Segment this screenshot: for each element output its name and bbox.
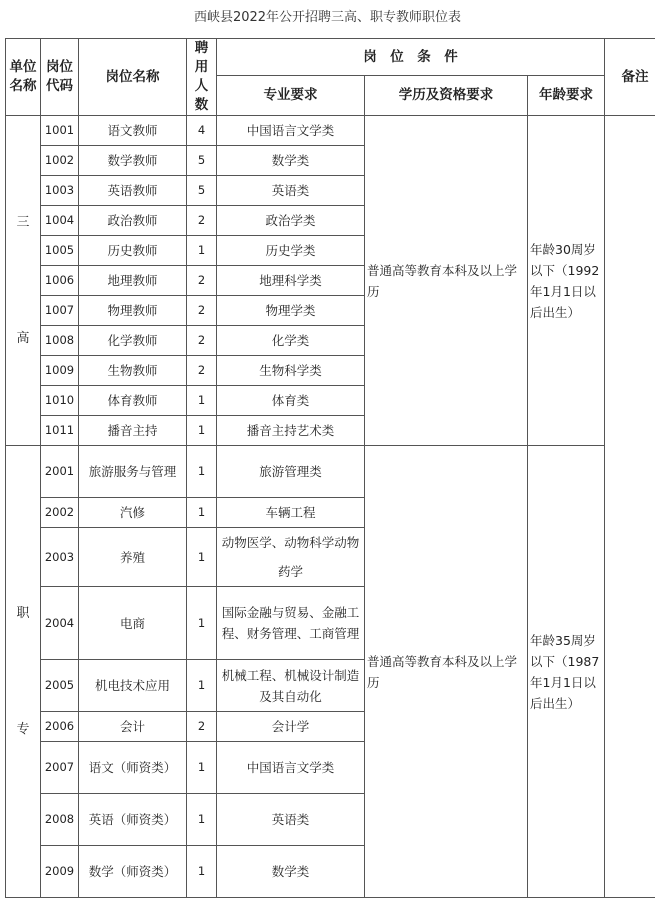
header-note: 备注 [605,39,655,116]
major-cell: 中国语言文学类 [217,116,365,146]
count-cell: 1 [187,794,217,846]
major-cell: 车辆工程 [217,498,365,528]
name-cell: 语文教师 [79,116,187,146]
count-cell: 2 [187,266,217,296]
unit-cell: 三 高 [6,116,41,446]
name-cell: 物理教师 [79,296,187,326]
code-cell: 2007 [41,742,79,794]
header-age: 年龄要求 [528,76,605,116]
major-cell: 国际金融与贸易、金融工程、财务管理、工商管理 [217,587,365,660]
major-cell: 机械工程、机械设计制造及其自动化 [217,660,365,712]
major-cell: 历史学类 [217,236,365,266]
code-cell: 1007 [41,296,79,326]
major-cell: 地理科学类 [217,266,365,296]
name-cell: 地理教师 [79,266,187,296]
code-cell: 2006 [41,712,79,742]
code-cell: 1010 [41,386,79,416]
count-cell: 5 [187,146,217,176]
code-cell: 1008 [41,326,79,356]
positions-table [5,38,655,898]
name-cell: 会计 [79,712,187,742]
name-cell: 机电技术应用 [79,660,187,712]
count-cell: 1 [187,446,217,498]
major-cell: 数学类 [217,846,365,898]
header-conditions: 岗 位 条 件 [217,39,605,76]
major-cell: 物理学类 [217,296,365,326]
count-cell: 4 [187,116,217,146]
count-cell: 2 [187,326,217,356]
table-title: 西峡县2022年公开招聘三高、职专教师职位表 [0,6,655,25]
unit-cell: 职 专 [6,446,41,898]
name-cell: 英语教师 [79,176,187,206]
code-cell: 2003 [41,528,79,587]
major-cell: 生物科学类 [217,356,365,386]
major-cell: 英语类 [217,176,365,206]
header-name: 岗位名称 [79,39,187,116]
major-cell: 政治学类 [217,206,365,236]
count-cell: 1 [187,846,217,898]
code-cell: 1004 [41,206,79,236]
edu-cell: 普通高等教育本科及以上学历 [365,116,528,446]
count-cell: 2 [187,356,217,386]
code-cell: 2004 [41,587,79,660]
count-cell: 5 [187,176,217,206]
note-cell [605,116,655,898]
name-cell: 播音主持 [79,416,187,446]
count-cell: 1 [187,742,217,794]
name-cell: 旅游服务与管理 [79,446,187,498]
code-cell: 2005 [41,660,79,712]
table-row [6,446,655,498]
name-cell: 电商 [79,587,187,660]
name-cell: 汽修 [79,498,187,528]
header-major: 专业要求 [217,76,365,116]
code-cell: 1011 [41,416,79,446]
count-cell: 1 [187,660,217,712]
code-cell: 1009 [41,356,79,386]
code-cell: 2009 [41,846,79,898]
header-unit: 单位 名称 [6,39,41,116]
count-cell: 1 [187,236,217,266]
code-cell: 1005 [41,236,79,266]
major-cell: 化学类 [217,326,365,356]
name-cell: 养殖 [79,528,187,587]
count-cell: 1 [187,498,217,528]
name-cell: 英语（师资类） [79,794,187,846]
name-cell: 生物教师 [79,356,187,386]
count-cell: 2 [187,296,217,326]
name-cell: 历史教师 [79,236,187,266]
name-cell: 体育教师 [79,386,187,416]
code-cell: 2002 [41,498,79,528]
code-cell: 1003 [41,176,79,206]
code-cell: 1006 [41,266,79,296]
edu-cell: 普通高等教育本科及以上学历 [365,446,528,898]
age-cell: 年龄30周岁以下（1992年1月1日以后出生） [528,116,605,446]
code-cell: 1001 [41,116,79,146]
header-code: 岗位 代码 [41,39,79,116]
age-cell: 年龄35周岁以下（1987年1月1日以后出生） [528,446,605,898]
name-cell: 语文（师资类） [79,742,187,794]
major-cell: 数学类 [217,146,365,176]
major-cell: 体育类 [217,386,365,416]
name-cell: 政治教师 [79,206,187,236]
header-edu: 学历及资格要求 [365,76,528,116]
count-cell: 1 [187,386,217,416]
major-cell: 旅游管理类 [217,446,365,498]
major-cell: 英语类 [217,794,365,846]
name-cell: 数学（师资类） [79,846,187,898]
table-row [6,116,655,146]
count-cell: 2 [187,712,217,742]
name-cell: 数学教师 [79,146,187,176]
count-cell: 1 [187,587,217,660]
code-cell: 2008 [41,794,79,846]
code-cell: 2001 [41,446,79,498]
name-cell: 化学教师 [79,326,187,356]
major-cell: 会计学 [217,712,365,742]
count-cell: 1 [187,528,217,587]
major-cell: 动物医学、动物科学动物药学 [217,528,365,587]
major-cell: 中国语言文学类 [217,742,365,794]
major-cell: 播音主持艺术类 [217,416,365,446]
count-cell: 2 [187,206,217,236]
count-cell: 1 [187,416,217,446]
header-count: 聘用 人数 [187,39,217,116]
code-cell: 1002 [41,146,79,176]
